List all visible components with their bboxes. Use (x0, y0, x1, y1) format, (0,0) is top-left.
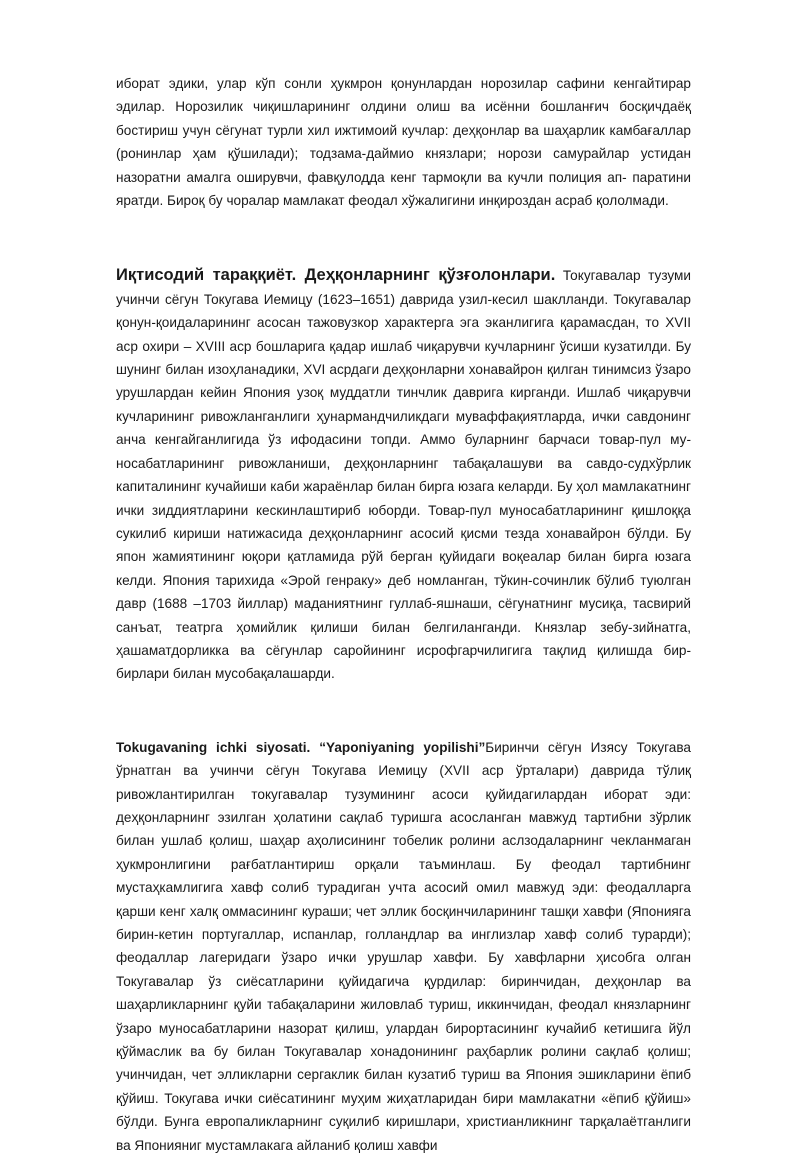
section-heading-economic: Иқтисодий тараққиёт. Деҳқонларнинг қўзғолонлари. (116, 266, 556, 285)
paragraph-domestic-policy-text: Биринчи сёгун Изясу Токугава ўрнатган ва учинчи сёгун Токугава Иемицу (XVII аср ўрталари) даврида тўлиқ ривожлантирилган токугавалар тузумининг асоси қуйидагилардан иборат эди: деҳқонларнинг эзилган ҳолатини сақлаб туришга асосланган мавжуд тартибни зўрлик билан ушлаб қолиш, шаҳар аҳолисининг тобелик ролини аслзодаларнинг чекланмаган ҳукмронлигини рағбатлантириш орқали таъминлаш. Бу феодал тартибнинг мустаҳкамлигига хавф солиб турадиган учта асосий омил мавжуд эди: феодалларга қарши кенг халқ оммасининг кураши; чет эллик босқинчиларининг ташқи хавфи (Японияга бирин-кетин португаллар, испанлар, голландлар ва инглизлар хавф солиб турарди); феодаллар лагеридаги ўзаро ички урушлар хавфи. Бу хавфларни ҳисобга олган Токугавалар ўз сиёсатларини қуйидагича қурдилар: биринчидан, деҳқонлар ва шаҳарликларнинг қуйи табақаларини жиловлаб туриш, иккинчидан, феодал князларнинг ўзаро муносабатларини назорат қилиш, улардан бирортасининг кучайиб кетишига йўл қўймаслик ва бу билан Токугавалар хонадонининг раҳбарлик ролини сақлаб қолиш; учинчидан, чет элликларни сергаклик билан кузатиб туриш ва Япония эшикларини ёпиб қўйиш. Токугава ички сиёсатининг муҳим жиҳатларидан бири мамлакатни «ёпиб қўйиш» бўлди. Бунга европаликларнинг суқилиб киришлари, христианликнинг тарқалаётганлиги ва Японияниг мустамлакага айланиб қолиш хавфи (116, 739, 691, 1153)
paragraph-intro-text: иборат эдики, улар кўп сонли ҳукмрон қонунлардан норозилар сафини кенгайтирар эдилар. Норозилик чиқишларининг олдини олиш ва исённи бошланғич босқичдаёқ бостириш учун сёгунат турли хил ижтимоий кучлар: деҳқонлар ва шаҳарлик камбағаллар (ронинлар ҳам қўшилади); тодзама-даймио князлари; норози самурайлар устидан назоратни амалга оширувчи, фавқулодда кенг тармоқли ва кучли полиция ап- паратини яратди. Бироқ бу чоралар мамлакат феодал хўжалигини инқироздан асраб қололмади. (116, 76, 691, 209)
section-heading-domestic-policy: Tokugavaning ichki siyosati. “Yaponiyaning yopilishi” (116, 739, 486, 755)
paragraph-intro (116, 72, 691, 212)
paragraph-domestic-policy (116, 736, 691, 1157)
document-page (116, 72, 691, 1157)
paragraph-economic (116, 264, 691, 685)
paragraph-economic-text: Токугавалар тузуми учинчи сёгун Токугава Иемицу (1623–1651) даврида узил-кесил шаклланди. Токугавалар қонун-қоидаларининг асосан тажовузкор характерга эга эканлигига қарамасдан, то XVII аср охири – XVIII аср бошларига қадар ишлаб чиқарувчи кучларнинг ўсиши кузатилди. Бу шунинг билан изоҳланадики, XVI асрдаги деҳқонларни хонавайрон қилган тинимсиз ўзаро урушлардан кейин Япония узоқ муддатли тинчлик даврига кирганди. Ишлаб чиқарувчи кучларининг ривожланганлиги ҳунармандчиликдаги муваффақиятларда, ички савдонинг анча кенгайганлигида ўз ифодасини топди. Аммо буларнинг барчаси товар-пул му- носабатларининг ривожланиши, деҳқонларнинг табақалашуви ва савдо-судхўрлик капиталининг кучайиши каби жараёнлар билан бирга юзага келарди. Бу ҳол мамлакатнинг ички зиддиятларини кескинлаштириб юборди. Товар-пул муносабатларининг қишлоққа сукилиб кириши натижасида деҳқонларнинг асосий қисми тезда хонавайрон бўлди. Бу япон жамиятининг юқори қатламида рўй берган қуйидаги воқеалар билан бирга юзага келди. Япония тарихида «Эрой генраку» деб номланган, тўкин-сочинлик бўлиб туюлган давр (1688 –1703 йиллар) маданиятнинг гуллаб-яшнаши, сёгунатнинг мусиқа, тасвирий санъат, театрга ҳомийлик қилиши билан белгиланганди. Князлар зебу-зийнатга, ҳашаматдорликка ва сёгунлар саройининг исрофгарчилигига тақлид қилишда бир-бирлари билан мусобақалашарди. (116, 268, 692, 682)
